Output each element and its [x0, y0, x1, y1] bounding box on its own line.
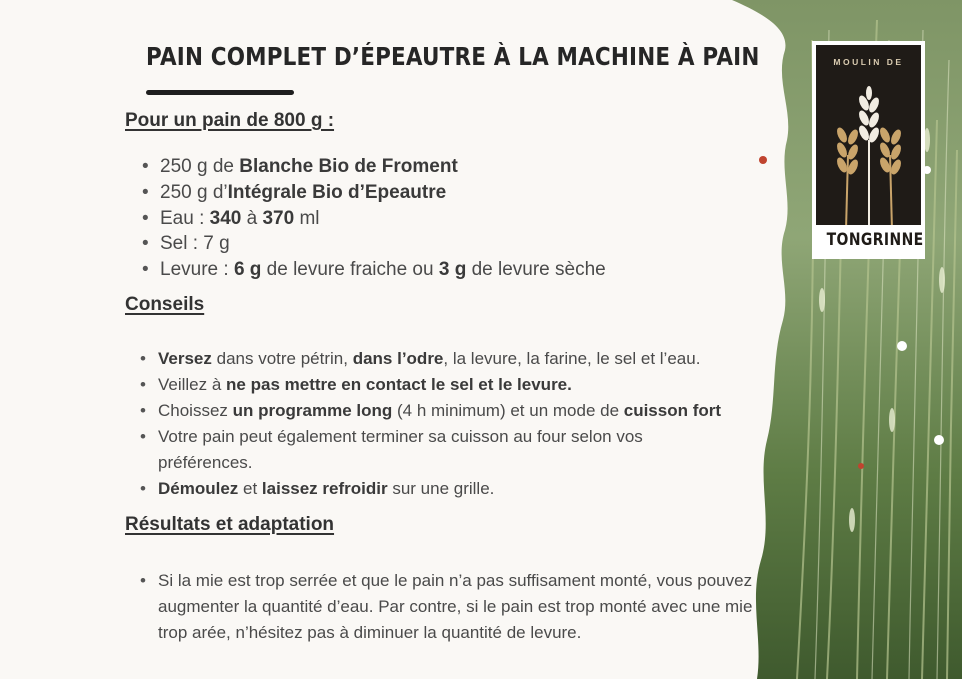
title-underline-divider	[146, 90, 294, 95]
bold-text: 3 g	[438, 259, 467, 281]
list-item	[140, 180, 606, 206]
text: 250 g de	[160, 156, 240, 177]
logo-top-text: MOULIN DE	[833, 57, 904, 67]
text: , la levure, la farine, le sel et l’eau.	[443, 349, 701, 368]
bold-text: Blanche Bio de Froment	[239, 156, 458, 177]
text: Levure :	[160, 259, 234, 281]
bold-text: dans l’odre	[352, 349, 444, 368]
list-item	[140, 206, 606, 232]
text: et	[238, 479, 262, 498]
wheat-ears-icon	[824, 85, 914, 230]
list-item	[138, 476, 721, 502]
bold-text: Versez	[158, 349, 212, 368]
text: de levure fraiche ou	[261, 259, 439, 281]
list-item	[140, 257, 606, 283]
conseils-list	[138, 346, 721, 502]
resultats-list	[138, 568, 778, 646]
text: de levure sèche	[466, 259, 606, 281]
bold-text: un programme long	[232, 401, 393, 420]
list-item	[138, 372, 721, 398]
text: (4 h minimum) et un mode de	[392, 401, 624, 420]
list-item	[138, 398, 721, 424]
list-item	[140, 231, 606, 257]
heading-resultats: Résultats et adaptation	[125, 514, 335, 535]
logo-bottom-text	[816, 225, 924, 255]
bold-text: cuisson fort	[623, 401, 722, 420]
moulin-de-tongrinne-logo	[812, 41, 925, 259]
list-item	[138, 424, 718, 476]
text: dans votre pétrin,	[211, 349, 353, 368]
page-title: PAIN COMPLET D’ÉPEAUTRE À LA MACHINE À PAIN	[146, 42, 760, 71]
bold-text: 6 g	[233, 259, 262, 281]
text: à	[241, 207, 263, 229]
heading-conseils: Conseils	[125, 294, 205, 315]
text: Si la mie est trop serrée et que le pain n’a pas suffisament monté, vous pouvez augmenter la quantité d’eau. Par contre, si le pain est trop monté avec une mie trop arée, n’hésitez pas à diminuer la quantité de levure.	[158, 571, 753, 642]
text: Votre pain peut également terminer sa cuisson au four selon vos préférences.	[158, 427, 643, 472]
heading-ingredients: Pour un pain de 800 g :	[125, 110, 335, 131]
text: 250 g d’	[160, 181, 228, 203]
ingredients-list	[140, 154, 606, 283]
list-item	[138, 568, 778, 646]
bold-text: 370	[262, 207, 295, 229]
bold-text: ne pas mettre en contact le sel et le levure.	[226, 375, 572, 394]
bold-text: Intégrale Bio d’Epeautre	[227, 181, 447, 203]
list-item	[138, 346, 718, 372]
list-item	[140, 154, 606, 180]
text: Eau :	[160, 207, 210, 229]
logo-name: TONGRINNE	[826, 230, 924, 250]
text: sur une grille.	[387, 479, 495, 498]
text: ml	[294, 207, 320, 229]
text: Veillez à	[158, 375, 227, 394]
bold-text: laissez refroidir	[261, 479, 388, 498]
bold-text: Démoulez	[158, 479, 239, 498]
text: Choissez	[158, 401, 233, 420]
text: Sel : 7 g	[160, 233, 230, 255]
bold-text: 340	[209, 207, 242, 229]
